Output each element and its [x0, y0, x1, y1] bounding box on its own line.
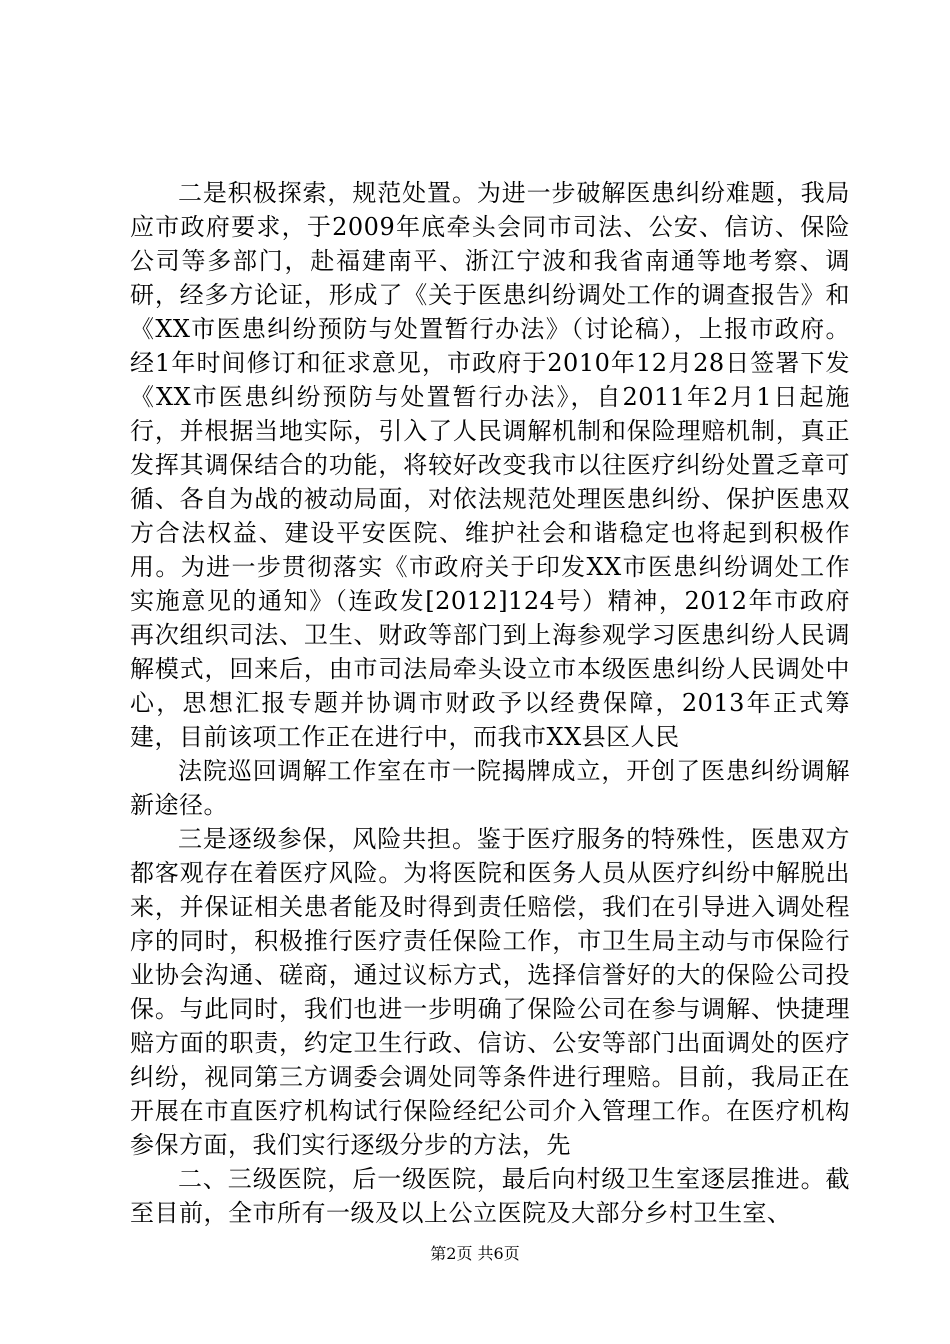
- page-number-footer: 第2页 共6页: [430, 1244, 520, 1263]
- paragraph-3: 三是逐级参保，风险共担。鉴于医疗服务的特殊性，医患双方都客观存在着医疗风险。为将医院和医务人员从医疗纠纷中解脱出来，并保证相关患者能及时得到责任赔偿，我们在引导进入调处程序的同时，积极推行医疗责任保险工作，市卫生局主动与市保险行业协会沟通、磋商，通过议标方式，选择信誉好的大的保险公司投保。与此同时，我们也进一步明确了保险公司在参与调解、快捷理赔方面的职责，约定卫生行政、信访、公安等部门出面调处的医疗纠纷，视同第三方调委会调处同等条件进行理赔。目前，我局正在开展在市直医疗机构试行保险经纪公司介入管理工作。在医疗机构参保方面，我们实行逐级分步的方法，先: [130, 825, 850, 1159]
- paragraph-4: 二、三级医院，后一级医院，最后向村级卫生室逐层推进。截至目前，全市所有一级及以上公立医院及大部分乡村卫生室、: [130, 1165, 850, 1227]
- document-body: [130, 176, 850, 1230]
- paragraph-1: 二是积极探索，规范处置。为进一步破解医患纠纷难题，我局应市政府要求，于2009年底牵头会同市司法、公安、信访、保险公司等多部门，赴福建南平、浙江宁波和我省南通等地考察、调研，经多方论证，形成了《关于医患纠纷调处工作的调查报告》和《XX市医患纠纷预防与处置暂行办法》（讨论稿），上报市政府。经1年时间修订和征求意见，市政府于2010年12月28日签署下发《XX市医患纠纷预防与处置暂行办法》，自2011年2月1日起施行，并根据当地实际，引入了人民调解机制和保险理赔机制，真正发挥其调保结合的功能，将较好改变我市以往医疗纠纷处置乏章可循、各自为战的被动局面，对依法规范处理医患纠纷、保护医患双方合法权益、建设平安医院、维护社会和谐稳定也将起到积极作用。为进一步贯彻落实《市政府关于印发XX市医患纠纷调处工作实施意见的通知》（连政发[2012]124号）精神，2012年市政府再次组织司法、卫生、财政等部门到上海参观学习医患纠纷人民调解模式，回来后，由市司法局牵头设立市本级医患纠纷人民调处中心，思想汇报专题并协调市财政予以经费保障，2013年正式筹建，目前该项工作正在进行中，而我市XX县区人民: [130, 179, 850, 751]
- paragraph-2: 法院巡回调解工作室在市一院揭牌成立，开创了医患纠纷调解新途径。: [130, 757, 850, 819]
